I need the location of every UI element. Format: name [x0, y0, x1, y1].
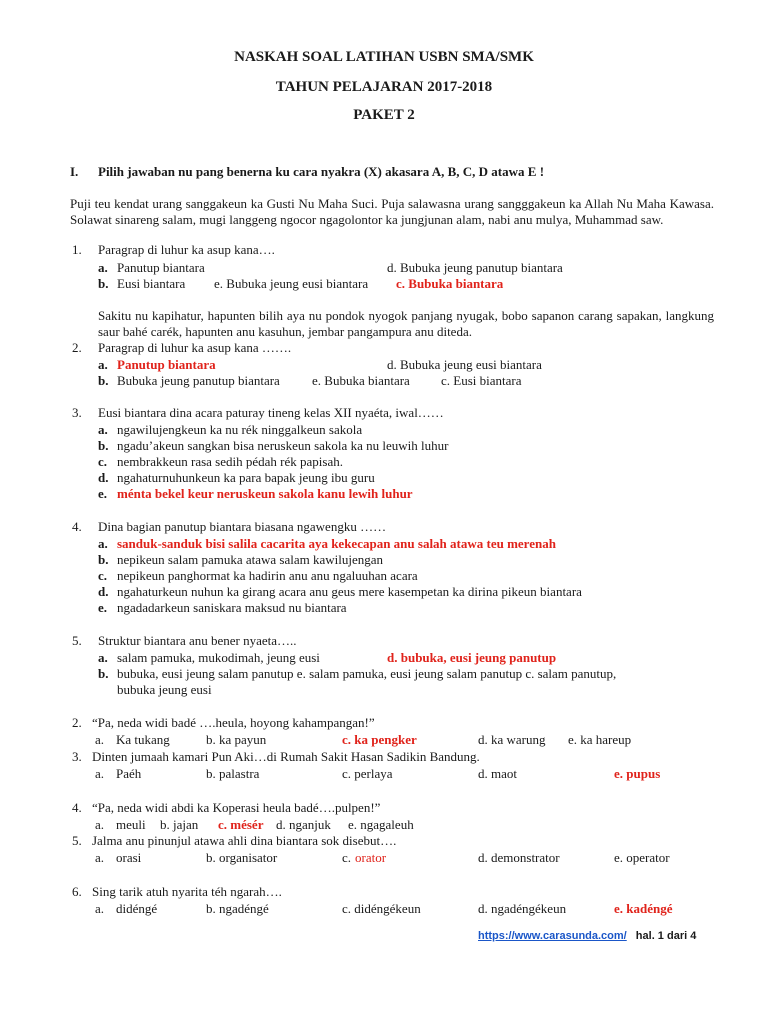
option-letter: b.: [98, 276, 109, 291]
option-d: ngahaturnuhunkeun ka para bapak jeung ibu guru: [117, 470, 375, 485]
question-text: Sing tarik atuh nyarita téh ngarah….: [92, 884, 282, 899]
option-b: ngadu’akeun sangkan bisa neruskeun sakola ka nu leuwih luhur: [117, 438, 449, 453]
question-number: 2.: [72, 340, 82, 355]
option-letter: a.: [98, 260, 108, 275]
option-letter: e.: [98, 600, 108, 615]
option-e-answer: e. pupus: [614, 766, 661, 781]
option-letter: d.: [98, 584, 109, 599]
question-text: Paragrap di luhur ka asup kana …….: [98, 340, 292, 355]
document-package: PAKET 2: [353, 107, 415, 123]
option-b-line: bubuka, eusi jeung salam panutup e. salam pamuka, eusi jeung salam panutup c. salam panutup,: [117, 666, 617, 681]
passage-paragraph: Sakitu nu kapihatur, hapunten bilih aya nu pondok nyogok panjang nyugak, bobo sapanon carang sapakan, langkung saur bahé carék, hapunten anu kasuhun, jembar pangampura anu diteda.: [98, 308, 714, 339]
option-e: e. ngagaleuh: [348, 817, 414, 832]
option-a: Ka tukang: [116, 732, 170, 747]
option-d: ngahaturkeun nuhun ka girang acara anu geus mere kasempetan ka dirina pikeun biantara: [117, 584, 582, 599]
option-b: b. palastra: [206, 766, 260, 781]
option-letter: a.: [98, 422, 108, 437]
option-d: d. ngadéngékeun: [478, 901, 567, 916]
question-number: 5.: [72, 633, 82, 648]
option-b: nepikeun salam pamuka atawa salam kawilujengan: [117, 552, 384, 567]
page-footer: [478, 930, 696, 942]
question-number: 4.: [72, 519, 82, 534]
option-a: ngawilujengkeun ka nu rék ninggalkeun sakola: [117, 422, 363, 437]
option-c: nepikeun panghormat ka hadirin anu anu ngaluuhan acara: [117, 568, 418, 583]
option-d: d. Bubuka jeung panutup biantara: [387, 260, 563, 275]
question-text: Jalma anu pinunjul atawa ahli dina biantara sok disebut….: [92, 833, 397, 848]
question-text: Eusi biantara dina acara paturay tineng kelas XII nyaéta, iwal……: [98, 405, 444, 420]
question-text: “Pa, neda widi abdi ka Koperasi heula badé….pulpen!”: [92, 800, 381, 815]
section-number: I.: [70, 164, 79, 179]
option-letter: d.: [98, 470, 109, 485]
option-b: Bubuka jeung panutup biantara: [117, 373, 280, 388]
option-b: b. jajan: [160, 817, 199, 832]
question-number: 3.: [72, 749, 82, 764]
option-a: didéngé: [116, 901, 158, 916]
option-d: d. ka warung: [478, 732, 546, 747]
question-number: 1.: [72, 242, 82, 257]
question-number: 4.: [72, 800, 82, 815]
option-letter: c.: [98, 568, 108, 583]
option-letter: b.: [98, 373, 109, 388]
option-c-answer: c. ka pengker: [342, 732, 417, 747]
option-letter: a.: [95, 817, 105, 832]
option-a: Panutup biantara: [117, 260, 205, 275]
option-e-answer: ménta bekel keur neruskeun sakola kanu lewih luhur: [117, 486, 413, 501]
question-text: Paragrap di luhur ka asup kana….: [98, 242, 275, 257]
option-letter: b.: [98, 552, 109, 567]
option-e: e. operator: [614, 850, 670, 865]
option-a: meuli: [116, 817, 146, 832]
option-d: d. nganjuk: [276, 817, 331, 832]
document-year: TAHUN PELAJARAN 2017-2018: [275, 79, 493, 95]
option-b: b. organisator: [206, 850, 278, 865]
website-link[interactable]: https://www.carasunda.com/: [478, 930, 627, 942]
option-a-answer: Panutup biantara: [117, 357, 216, 372]
section-instruction: Pilih jawaban nu pang benerna ku cara nyakra (X) akasara A, B, C, D atawa E !: [98, 164, 545, 179]
option-letter: a.: [98, 536, 108, 551]
option-letter: b.: [98, 438, 109, 453]
option-b: b. ngadéngé: [206, 901, 269, 916]
option-letter: e.: [98, 486, 108, 501]
question-number: 5.: [72, 833, 82, 848]
option-a: salam pamuka, mukodimah, jeung eusi: [117, 650, 320, 665]
option-c: c. Eusi biantara: [441, 373, 522, 388]
option-letter: a.: [95, 732, 105, 747]
question-text: “Pa, neda widi badé ….heula, hoyong kahampangan!”: [92, 715, 375, 730]
page-number: hal. 1 dari 4: [635, 930, 697, 942]
option-a: orasi: [116, 850, 142, 865]
option-e: ngadadarkeun saniskara maksud nu biantara: [117, 600, 347, 615]
option-d: d. maot: [478, 766, 517, 781]
option-b-continuation: bubuka jeung eusi: [117, 682, 212, 697]
option-letter: c.: [342, 850, 352, 865]
option-c: nembrakkeun rasa sedih pédah rék papisah.: [117, 454, 343, 469]
question-number: 6.: [72, 884, 82, 899]
document-title: NASKAH SOAL LATIHAN USBN SMA/SMK: [234, 49, 534, 65]
option-e-answer: e. kadéngé: [614, 901, 673, 916]
option-b: b. ka payun: [206, 732, 267, 747]
option-letter: a.: [95, 901, 105, 916]
option-letter: b.: [98, 666, 109, 681]
option-c-answer: c. mésér: [218, 817, 264, 832]
option-d: d. Bubuka jeung eusi biantara: [387, 357, 542, 372]
question-text: Struktur biantara anu bener nyaeta…..: [98, 633, 297, 648]
option-letter: a.: [98, 357, 108, 372]
option-b: Eusi biantara: [117, 276, 186, 291]
question-text: Dina bagian panutup biantara biasana ngawengku ……: [98, 519, 387, 534]
intro-paragraph: Puji teu kendat urang sanggakeun ka Gusti Nu Maha Suci. Puja salawasna urang sangggakeun ka Allah Nu Maha Kawasa. Solawat sinareng salam, mugi langgeng ngocor ngagolontor ka jungjunan alam, nabi anu mulya, Muhammad saw.: [70, 196, 714, 227]
option-a: Paéh: [116, 766, 142, 781]
option-c: c. didéngékeun: [342, 901, 421, 916]
option-e: e. Bubuka jeung eusi biantara: [214, 276, 369, 291]
question-text: Dinten jumaah kamari Pun Aki…di Rumah Sakit Hasan Sadikin Bandung.: [92, 749, 480, 764]
option-c: c. perlaya: [342, 766, 393, 781]
option-e: e. Bubuka biantara: [312, 373, 410, 388]
question-number: 3.: [72, 405, 82, 420]
option-a-answer: sanduk-sanduk bisi salila cacarita aya kekecapan anu salah atawa teu merenah: [117, 536, 556, 551]
option-letter: a.: [95, 766, 105, 781]
option-letter: a.: [95, 850, 105, 865]
option-letter: a.: [98, 650, 108, 665]
option-c-answer: c. Bubuka biantara: [396, 276, 504, 291]
option-e: e. ka hareup: [568, 732, 632, 747]
question-number: 2.: [72, 715, 82, 730]
option-c-answer: orator: [355, 850, 387, 865]
option-d-answer: d. bubuka, eusi jeung panutup: [387, 650, 557, 665]
option-letter: c.: [98, 454, 108, 469]
option-d: d. demonstrator: [478, 850, 560, 865]
